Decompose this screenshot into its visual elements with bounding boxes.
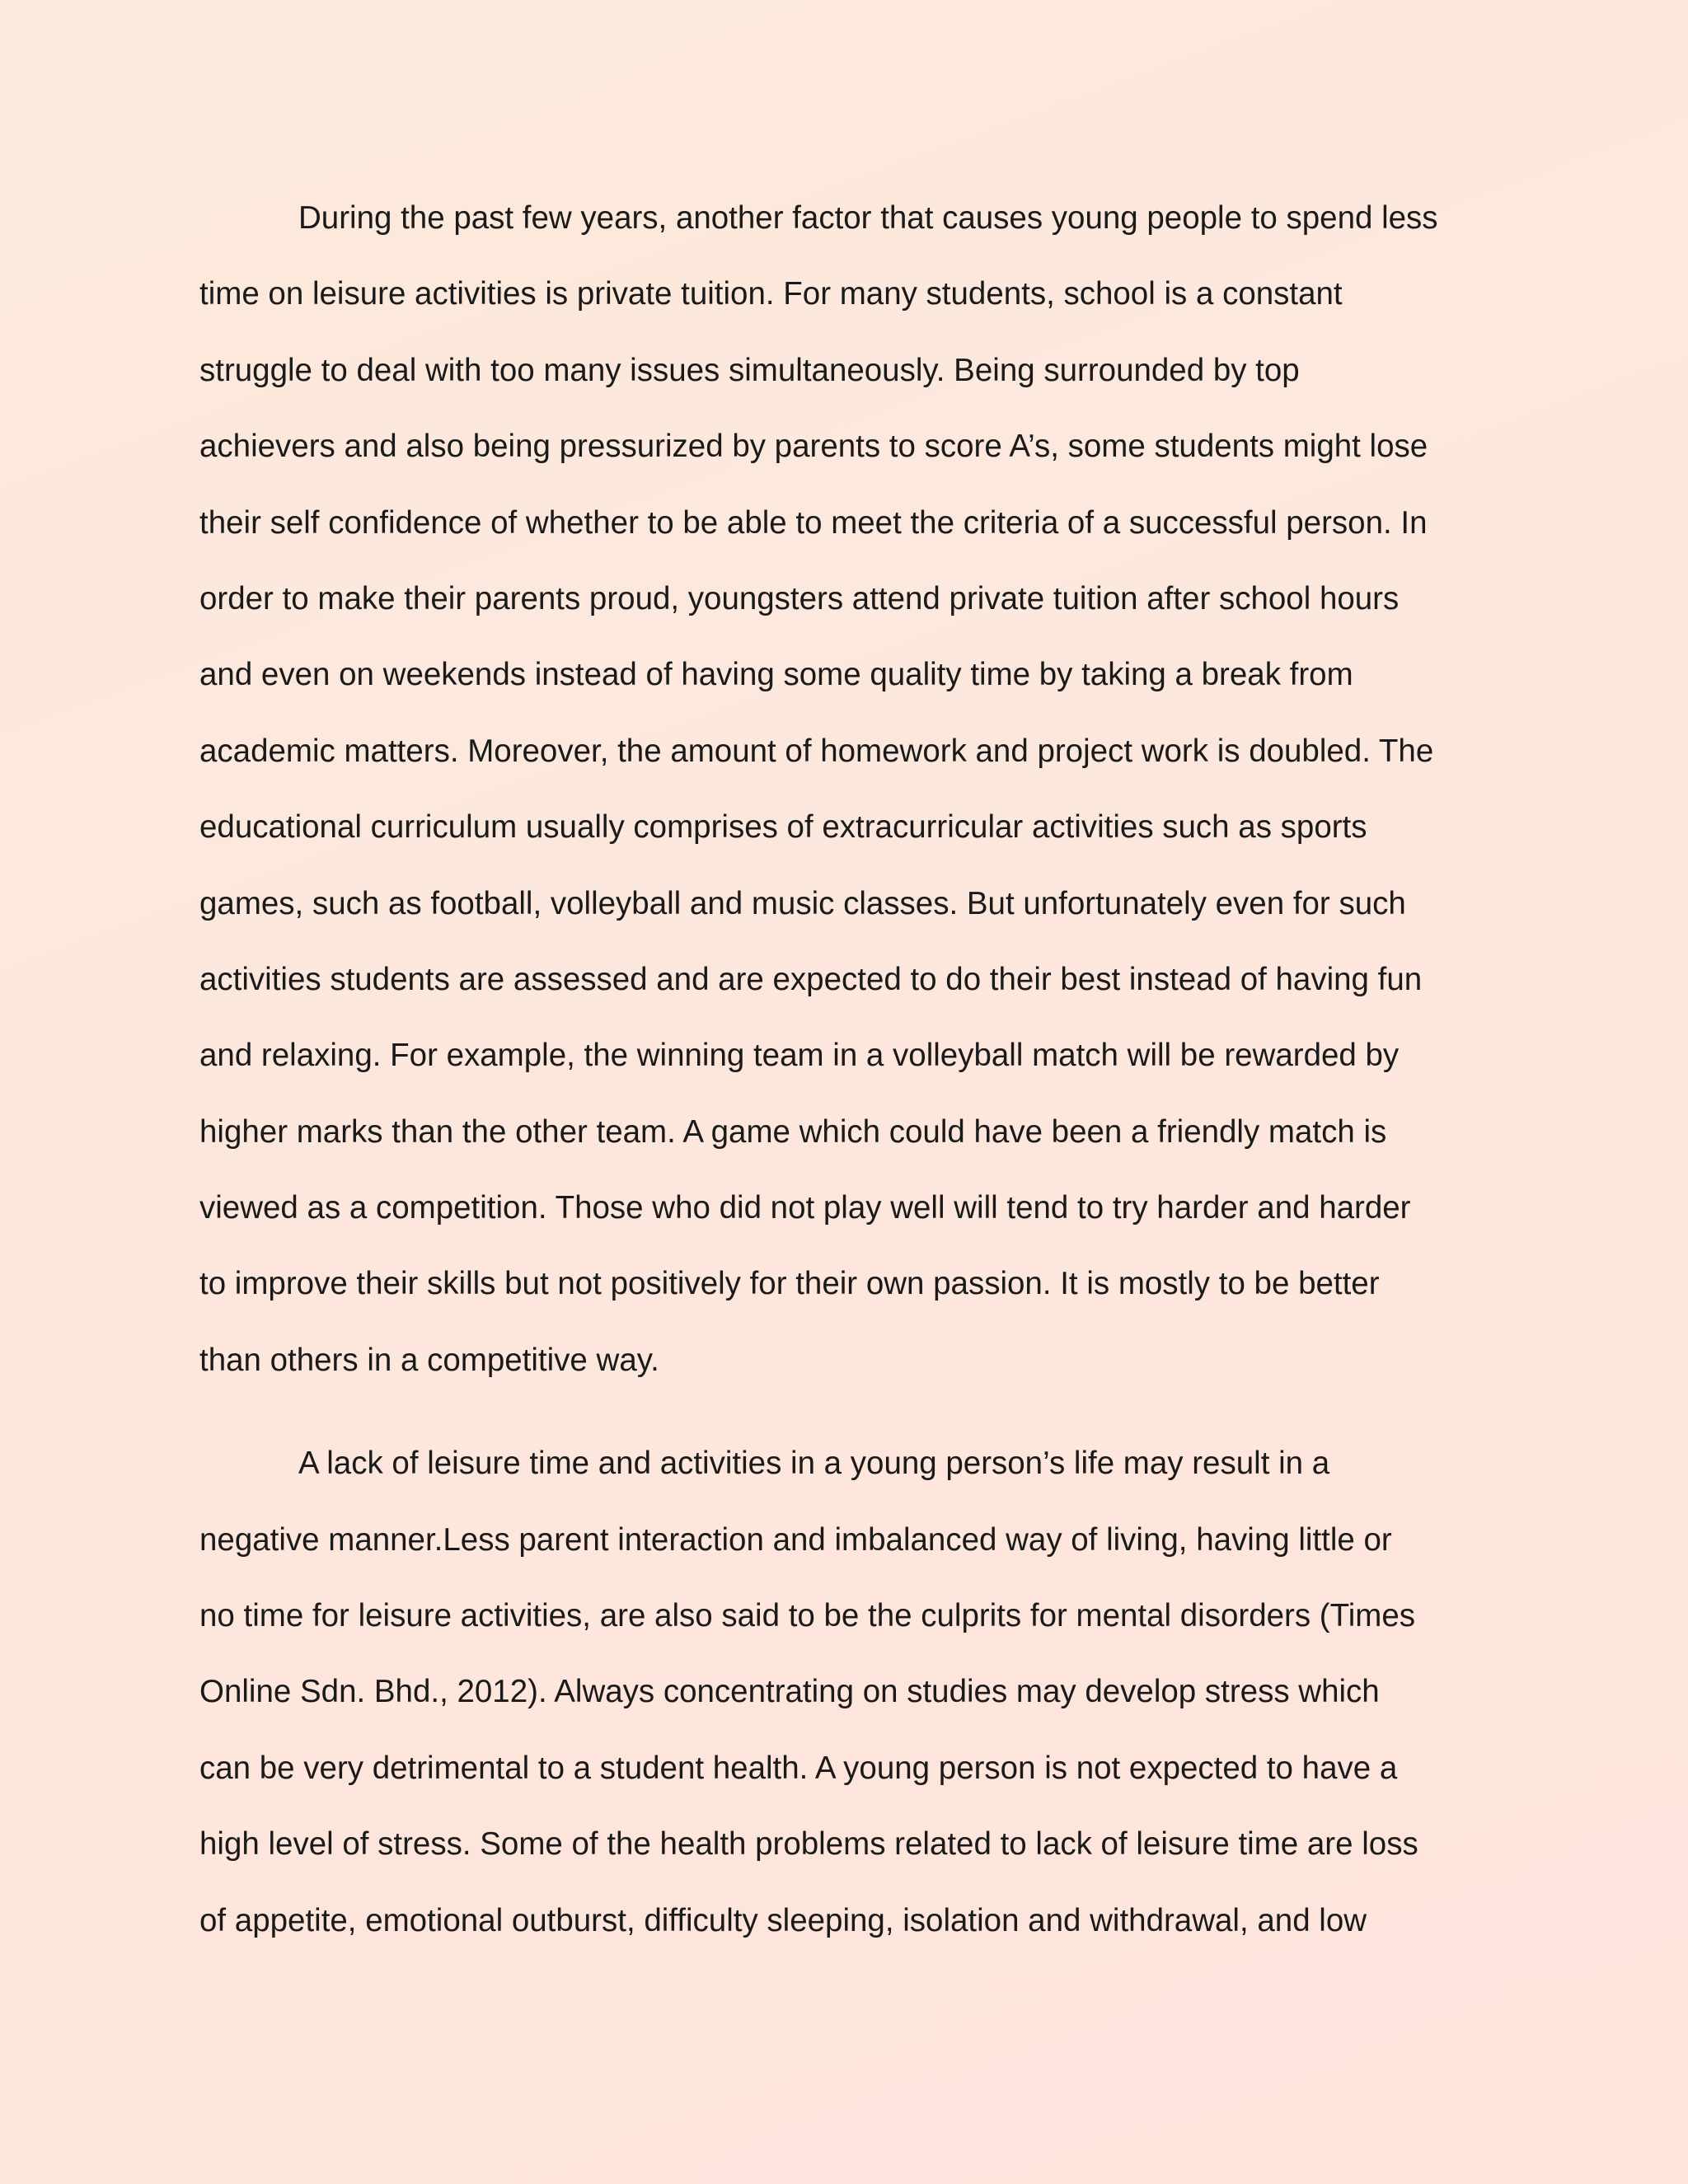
- text-line: negative manner.Less parent interaction and imbalanced way of living, having little or: [199, 1521, 1392, 1558]
- paragraph-1: [199, 191, 1502, 1409]
- text-line: academic matters. Moreover, the amount of homework and project work is doubled. The: [199, 733, 1434, 769]
- text-line: A lack of leisure time and activities in a young person’s life may result in a: [298, 1446, 1330, 1482]
- text-line: their self confidence of whether to be able to meet the criteria of a successful person. In: [199, 504, 1428, 541]
- text-line: order to make their parents proud, youngsters attend private tuition after school hours: [199, 580, 1400, 616]
- text-line: high level of stress. Some of the health problems related to lack of leisure time are loss: [199, 1826, 1418, 1863]
- text-line: achievers and also being pressurized by parents to score A’s, some students might lose: [199, 429, 1428, 465]
- body-text: [199, 191, 1502, 1970]
- text-line: During the past few years, another factor that causes young people to spend less: [298, 200, 1438, 236]
- text-line: higher marks than the other team. A game which could have been a friendly match is: [199, 1113, 1387, 1150]
- text-line: no time for leisure activities, are also said to be the culprits for mental disorders (Times: [199, 1598, 1415, 1634]
- text-line: to improve their skills but not positively for their own passion. It is mostly to be better: [199, 1266, 1380, 1302]
- text-line: time on leisure activities is private tuition. For many students, school is a constant: [199, 276, 1343, 312]
- text-line: educational curriculum usually comprises of extracurricular activities such as sports: [199, 809, 1367, 846]
- paragraph-2: [199, 1436, 1502, 1970]
- text-line: can be very detrimental to a student health. A young person is not expected to have a: [199, 1750, 1398, 1786]
- text-line: and even on weekends instead of having some quality time by taking a break from: [199, 657, 1353, 693]
- text-line: activities students are assessed and are expected to do their best instead of having fun: [199, 961, 1423, 997]
- text-line: of appetite, emotional outburst, difficulty sleeping, isolation and withdrawal, and low: [199, 1902, 1367, 1938]
- text-line: viewed as a competition. Those who did not play well will tend to try harder and harder: [199, 1190, 1411, 1226]
- text-line: struggle to deal with too many issues simultaneously. Being surrounded by top: [199, 352, 1300, 388]
- text-line: than others in a competitive way.: [199, 1342, 659, 1378]
- paragraph-spacing: [199, 1409, 1502, 1436]
- text-line: and relaxing. For example, the winning team in a volleyball match will be rewarded by: [199, 1038, 1400, 1074]
- text-line: games, such as football, volleyball and music classes. But unfortunately even for such: [199, 885, 1406, 921]
- text-line: Online Sdn. Bhd., 2012). Always concentrating on studies may develop stress which: [199, 1674, 1380, 1710]
